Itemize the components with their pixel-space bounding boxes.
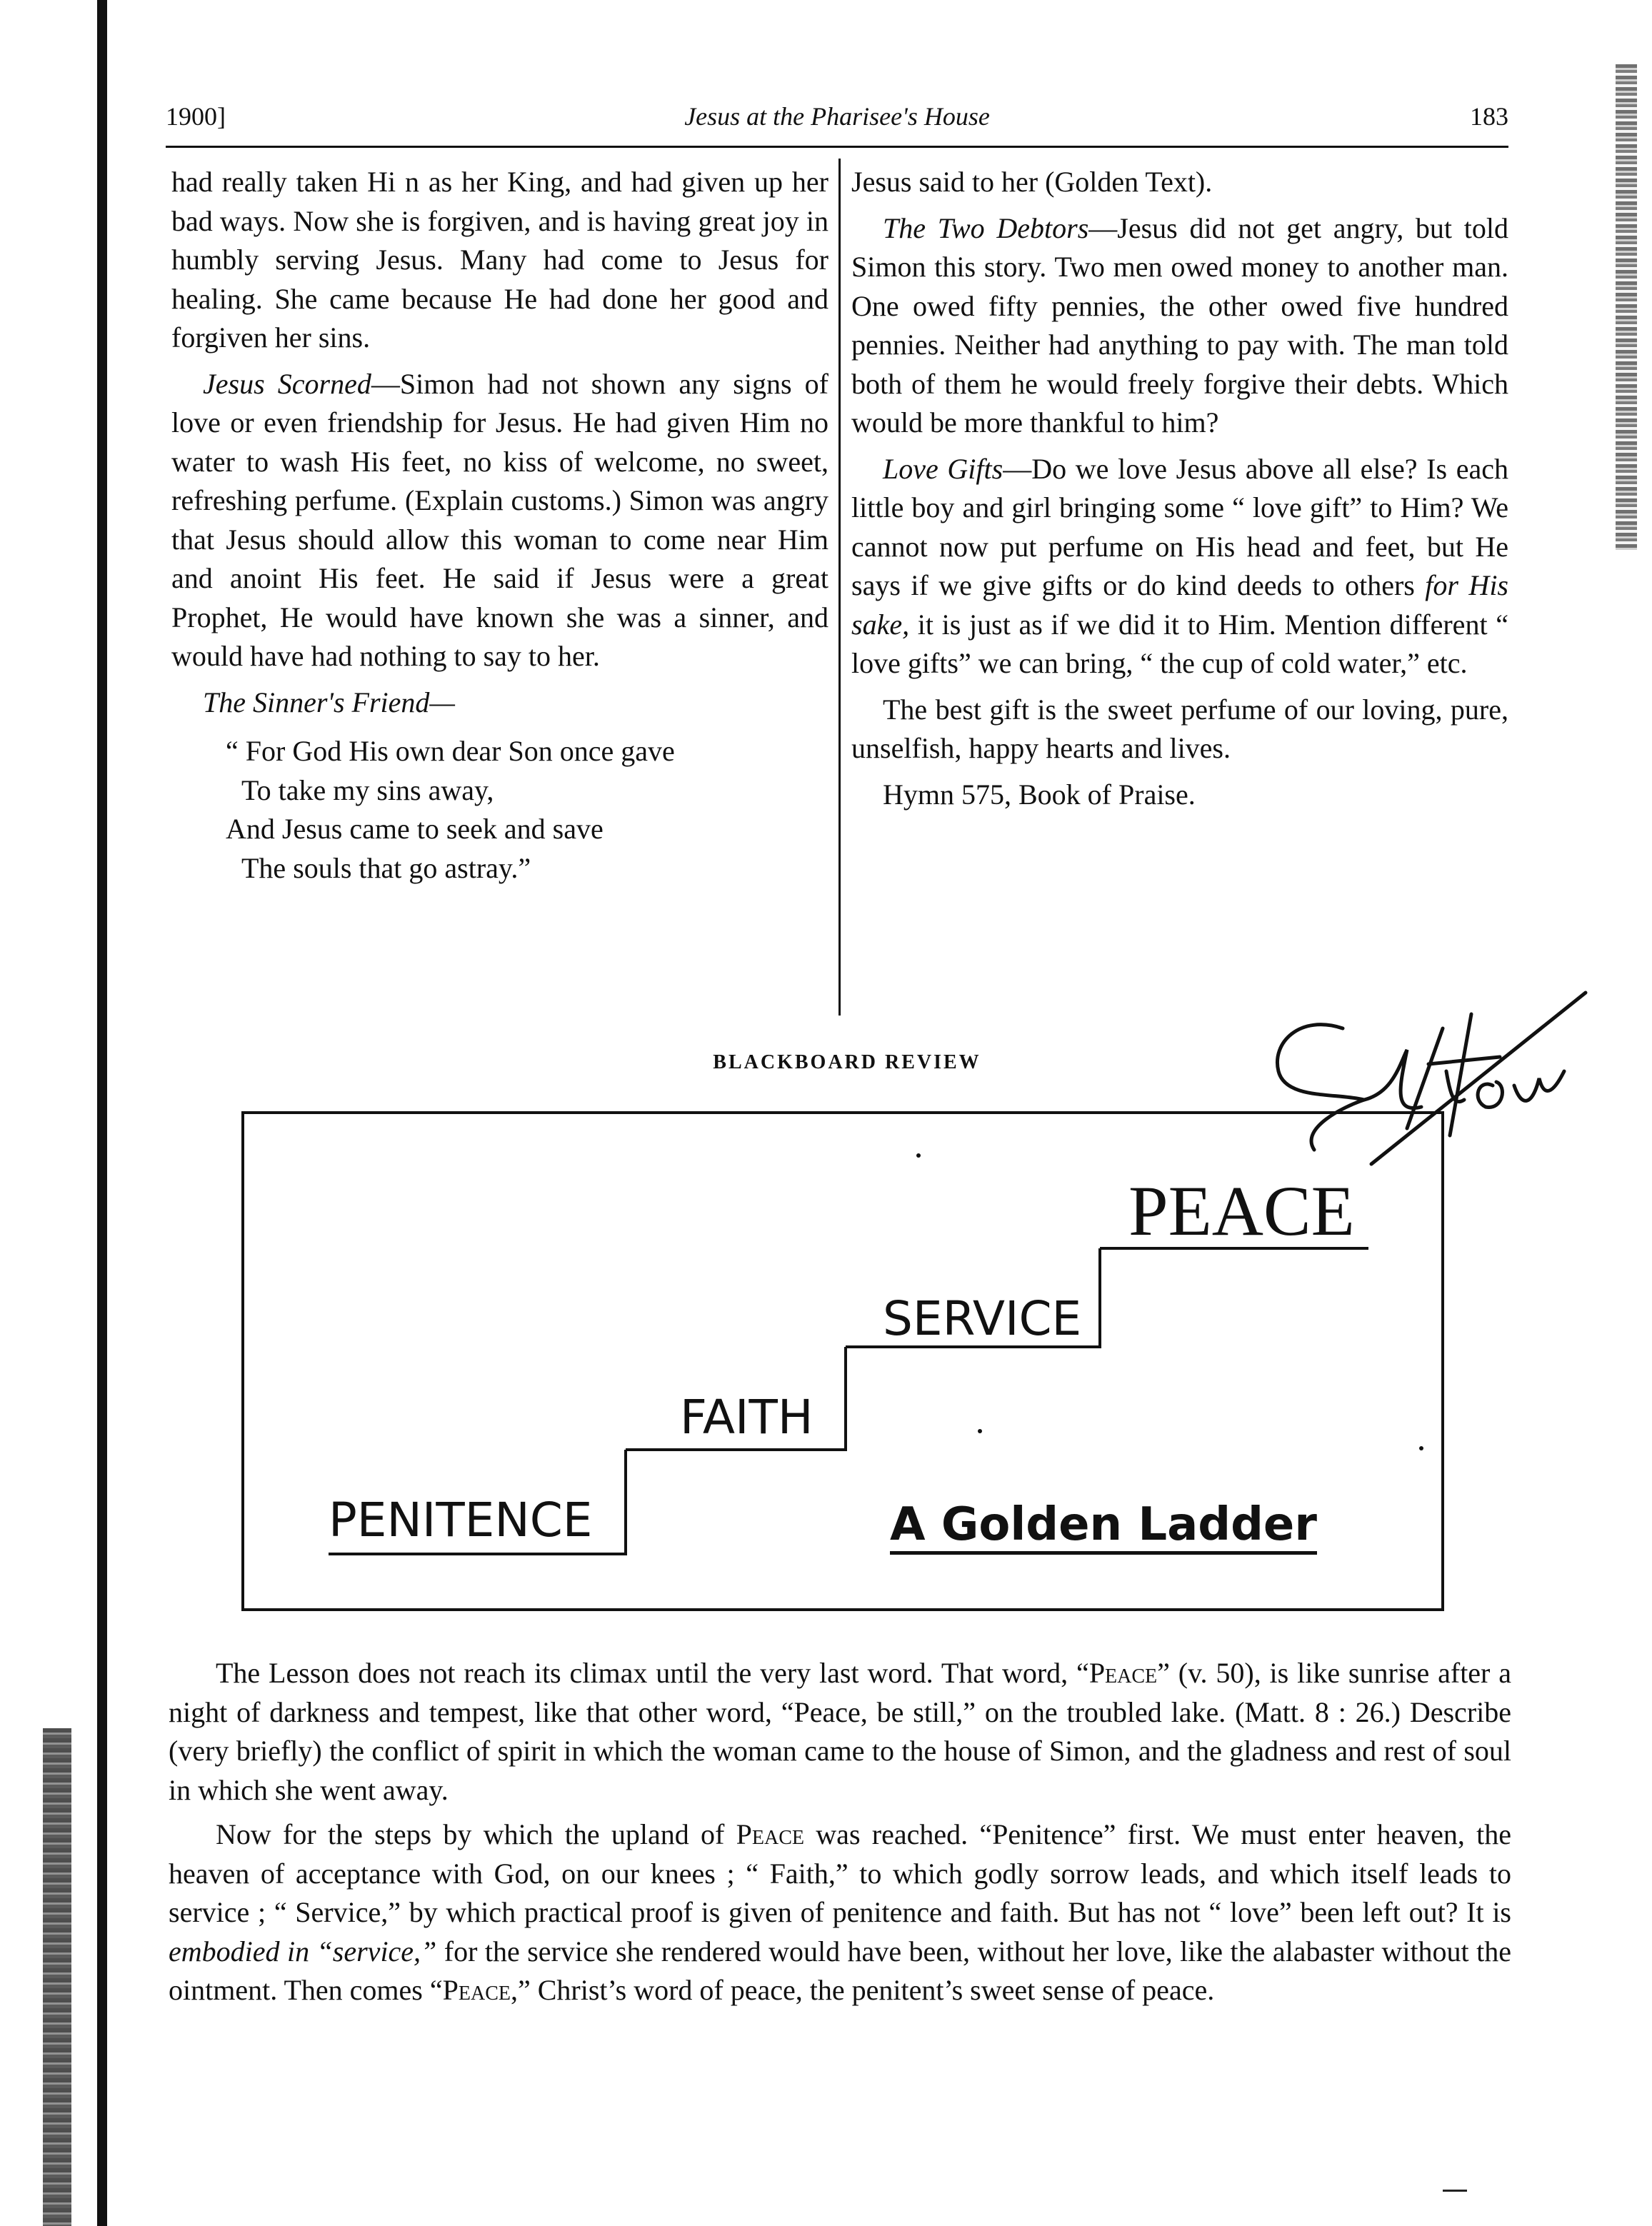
commentary-p2-text-a: Now for the steps by which the upland of <box>216 1818 736 1850</box>
commentary-p2-peace-1: Peace <box>736 1818 805 1850</box>
step-label-penitence: PENITENCE <box>329 1493 593 1548</box>
right-paragraph-3-italic: for His sake, <box>851 569 1508 641</box>
commentary-p1-peace: Peace <box>1088 1657 1158 1689</box>
commentary-p2-text-b: was reached. “Penitence” first. We must enter heaven, the heaven of acceptance with God, on our knees ; “ Faith,” to which godly sorrow leads, and which itself leads to service ; “ Service,” by which practical proof is given of penitence and faith. But has not “ love” been left out? It is <box>169 1818 1511 1928</box>
poem-line-4: The souls that go astray.” <box>241 851 531 884</box>
header-date: 1900] <box>166 102 226 131</box>
speck-mark <box>978 1429 982 1433</box>
poem-line-3: And Jesus came to seek and save <box>226 813 604 845</box>
section-heading-jesus-scorned: Jesus Scorned <box>203 367 371 400</box>
header-title: Jesus at the Pharisee's House <box>684 102 990 131</box>
commentary-p2-text-c: for the service she rendered would have been, without her love, like the alabaster without the ointment. Then comes “ <box>169 1935 1512 2006</box>
section-heading-love-gifts: Love Gifts <box>883 452 1003 485</box>
speck-mark <box>916 1153 921 1158</box>
right-paragraph-2-text: —Jesus did not get angry, but told Simon this story. Two men owed money to another man. One owed fifty pennies, the other owed five hundred pennies. Neither had anything to pay with. The man told both of them he would freely forgive their debts. Which would be more thankful to him? <box>851 211 1508 438</box>
speck-mark <box>1419 1446 1423 1450</box>
left-paragraph-1: had really taken Hi n as her King, and had given up her bad ways. Now she is forgiven, and is having great joy in humbly serving Jesus. Many had come to Jesus for healing. She came because He had done her good and forgiven her sins. <box>171 166 828 354</box>
section-heading-sinners-friend: The Sinner's Friend— <box>203 686 455 718</box>
step-label-peace: PEACE <box>1128 1171 1355 1250</box>
blackboard-heading: BLACKBOARD REVIEW <box>713 1051 981 1073</box>
commentary-p2-italic: embodied in “service,” <box>169 1935 437 1967</box>
commentary-p2-text-d: ,” Christ’s word of peace, the penitent’s sweet sense of peace. <box>510 1974 1215 2006</box>
handwritten-signature <box>1257 986 1614 1171</box>
section-heading-two-debtors: The Two Debtors <box>883 211 1089 244</box>
footer-dash <box>1443 2190 1467 2192</box>
right-paragraph-1: Jesus said to her (Golden Text). <box>851 166 1213 198</box>
ladder-caption: A Golden Ladder <box>890 1498 1317 1555</box>
left-paragraph-2-text: —Simon had not shown any signs of love or even friendship for Jesus. He had given Him no water to wash His feet, no kiss of welcome, no sweet, refreshing perfume. (Explain customs.) Simon was angry that Jesus should allow this woman to come near Him and anoint His feet. He said if Jesus were a great Prophet, He would have known she was a sinner, and would have had nothing to say to her. <box>171 367 828 672</box>
right-paragraph-3-text-a: —Do we love Jesus above all else? Is each little boy and girl bringing some “ love gift” to Him? We cannot now put perfume on His head and feet, but He says if we give gifts or do kind deeds to others <box>851 452 1508 601</box>
right-paragraph-4: The best gift is the sweet perfume of our loving, pure, unselfish, happy hearts and lives. <box>851 693 1508 764</box>
commentary-p1-text-b: ” (v. 50), is like sunrise after a night of darkness and tempest, like that other word, “Peace, be still,” on the troubled lake. (Matt. 8 : 26.) Describe (very briefly) the conflict of spirit in which the woman came to the house of Simon, and the gladness and rest of soul in which she went away. <box>169 1657 1511 1806</box>
right-paragraph-5: Hymn 575, Book of Praise. <box>883 778 1196 811</box>
commentary-paragraph-1 <box>169 1654 1511 1810</box>
commentary-p1-text-a: The Lesson does not reach its climax until the very last word. That word, “ <box>216 1657 1089 1689</box>
right-paragraph-3-text-b: it is just as if we did it to Him. Mention different “ love gifts” we can bring, “ the cup of cold water,” etc. <box>851 608 1508 679</box>
commentary-paragraph-2 <box>169 1815 1511 2010</box>
step-label-faith: FAITH <box>680 1390 814 1445</box>
poem-line-1: “ For God His own dear Son once gave <box>226 735 675 767</box>
poem-line-2: To take my sins away, <box>241 773 494 806</box>
header-page-number: 183 <box>1470 102 1508 131</box>
commentary-p2-peace-2: Peace <box>442 1974 511 2006</box>
commentary <box>169 1654 1511 2010</box>
step-label-service: SERVICE <box>883 1291 1082 1346</box>
